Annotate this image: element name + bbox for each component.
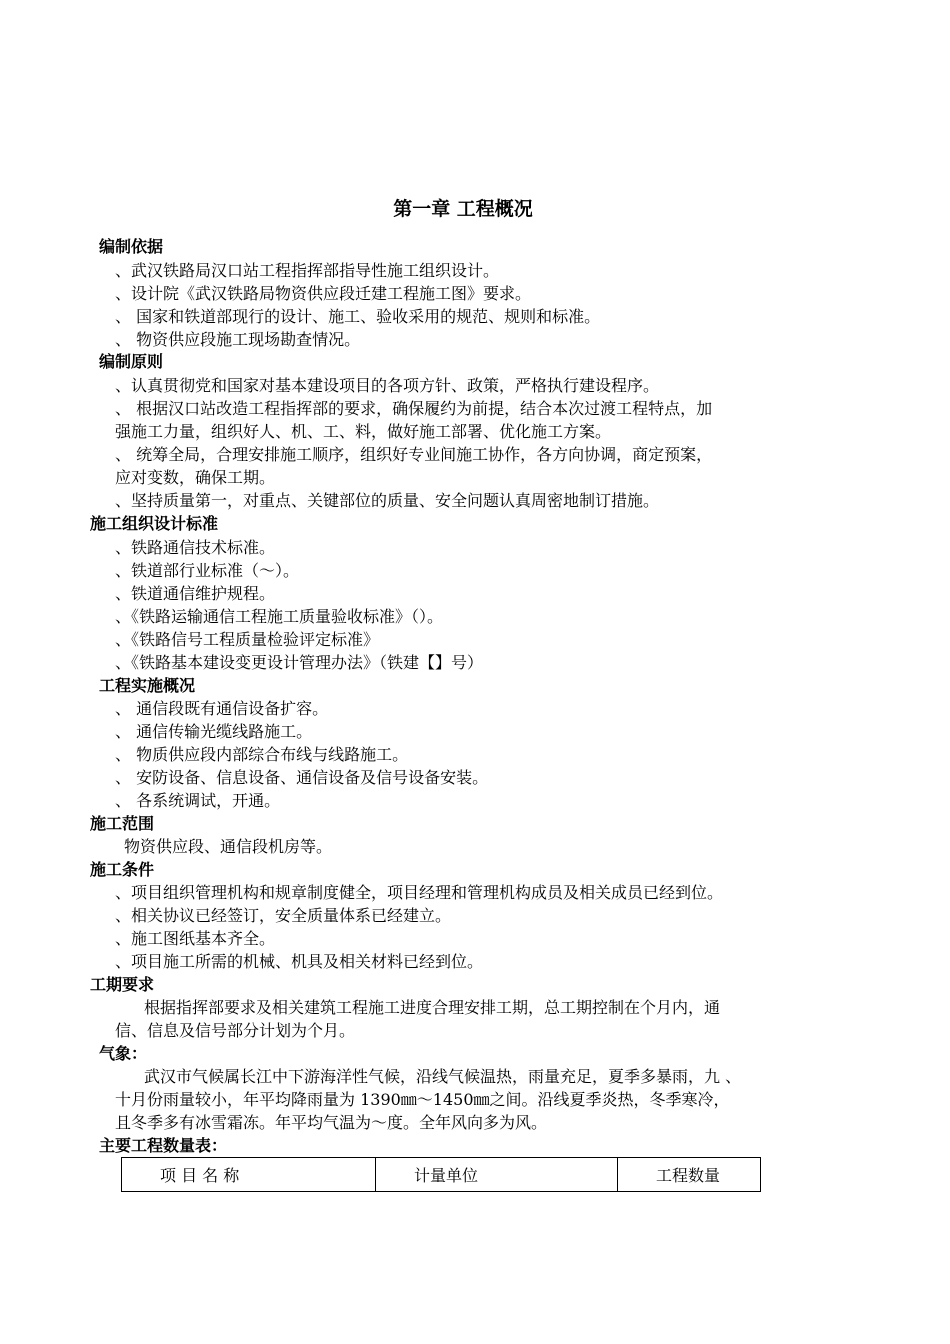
climate-line-3: 且冬季多有冰雪霜冻。年平均气温为～度。全年风向多为风。 [115,1113,548,1132]
column-header-item-name: 项 目 名 称 [122,1158,376,1192]
column-header-quantity: 工程数量 [618,1158,761,1192]
standards-item-1: 、铁路通信技术标准。 [115,538,276,557]
conditions-item-4: 、项目施工所需的机械、机具及相关材料已经到位。 [115,952,484,971]
section-heading-basis: 编制依据 [99,237,164,256]
section-heading-schedule: 工期要求 [90,975,155,994]
table-header-row [122,1158,761,1192]
basis-item-2: 、设计院《武汉铁路局物资供应段迁建工程施工图》要求。 [115,284,532,303]
principles-item-1: 、认真贯彻党和国家对基本建设项目的各项方针、政策，严格执行建设程序。 [115,376,660,395]
column-header-unit: 计量单位 [376,1158,618,1192]
section-heading-overview: 工程实施概况 [99,676,196,695]
standards-item-6: 、《铁路基本建设变更设计管理办法》（铁建【】号） [115,653,484,672]
quantities-table [121,1157,761,1192]
scope-item-1: 物资供应段、通信段机房等。 [124,837,333,856]
standards-item-5: 、《铁路信号工程质量检验评定标准》 [115,630,380,649]
section-heading-scope: 施工范围 [90,814,155,833]
conditions-item-2: 、相关协议已经签订，安全质量体系已经建立。 [115,906,452,925]
overview-item-5: 、 各系统调试，开通。 [115,791,281,810]
overview-item-4: 、 安防设备、信息设备、通信设备及信号设备安装。 [115,768,489,787]
section-heading-principles: 编制原则 [99,352,164,371]
basis-item-3: 、 国家和铁道部现行的设计、施工、验收采用的规范、规则和标准。 [115,307,601,326]
overview-item-1: 、 通信段既有通信设备扩容。 [115,699,329,718]
section-heading-standards: 施工组织设计标准 [90,514,219,533]
principles-item-2: 、 根据汉口站改造工程指挥部的要求，确保履约为前提，结合本次过渡工程特点，加 [115,399,713,418]
principles-item-3-cont: 应对变数，确保工期。 [115,468,276,487]
conditions-item-1: 、项目组织管理机构和规章制度健全，项目经理和管理机构成员及相关成员已经到位。 [115,883,724,902]
standards-item-2: 、铁道部行业标准（～）。 [115,561,300,580]
schedule-line-2: 信、信息及信号部分计划为个月。 [115,1021,356,1040]
principles-item-4: 、坚持质量第一，对重点、关键部位的质量、安全问题认真周密地制订措施。 [115,491,660,510]
section-heading-quantities: 主要工程数量表： [99,1136,228,1155]
section-heading-climate: 气象： [99,1044,148,1063]
overview-item-2: 、 通信传输光缆线路施工。 [115,722,313,741]
section-heading-conditions: 施工条件 [90,860,155,879]
climate-line-1: 武汉市气候属长江中下游海洋性气候，沿线气候温热，雨量充足，夏季多暴雨，九 、 [144,1067,742,1086]
climate-line-2: 十月份雨量较小，年平均降雨量为 1390㎜～1450㎜之间。沿线夏季炎热，冬季寒冷， [115,1090,730,1109]
overview-item-3: 、 物质供应段内部综合布线与线路施工。 [115,745,409,764]
basis-item-4: 、 物资供应段施工现场勘查情况。 [115,330,361,349]
standards-item-4: 、《铁路运输通信工程施工质量验收标准》（）。 [115,607,444,626]
chapter-title: 第一章 工程概况 [393,198,533,220]
conditions-item-3: 、施工图纸基本齐全。 [115,929,276,948]
principles-item-3: 、 统筹全局，合理安排施工顺序，组织好专业间施工协作，各方向协调，商定预案， [115,445,713,464]
basis-item-1: 、武汉铁路局汉口站工程指挥部指导性施工组织设计。 [115,261,500,280]
principles-item-2-cont: 强施工力量，组织好人、机、工、料，做好施工部署、优化施工方案。 [115,422,612,441]
schedule-line-1: 根据指挥部要求及相关建筑工程施工进度合理安排工期，总工期控制在个月内，通 [144,998,721,1017]
standards-item-3: 、铁道通信维护规程。 [115,584,276,603]
